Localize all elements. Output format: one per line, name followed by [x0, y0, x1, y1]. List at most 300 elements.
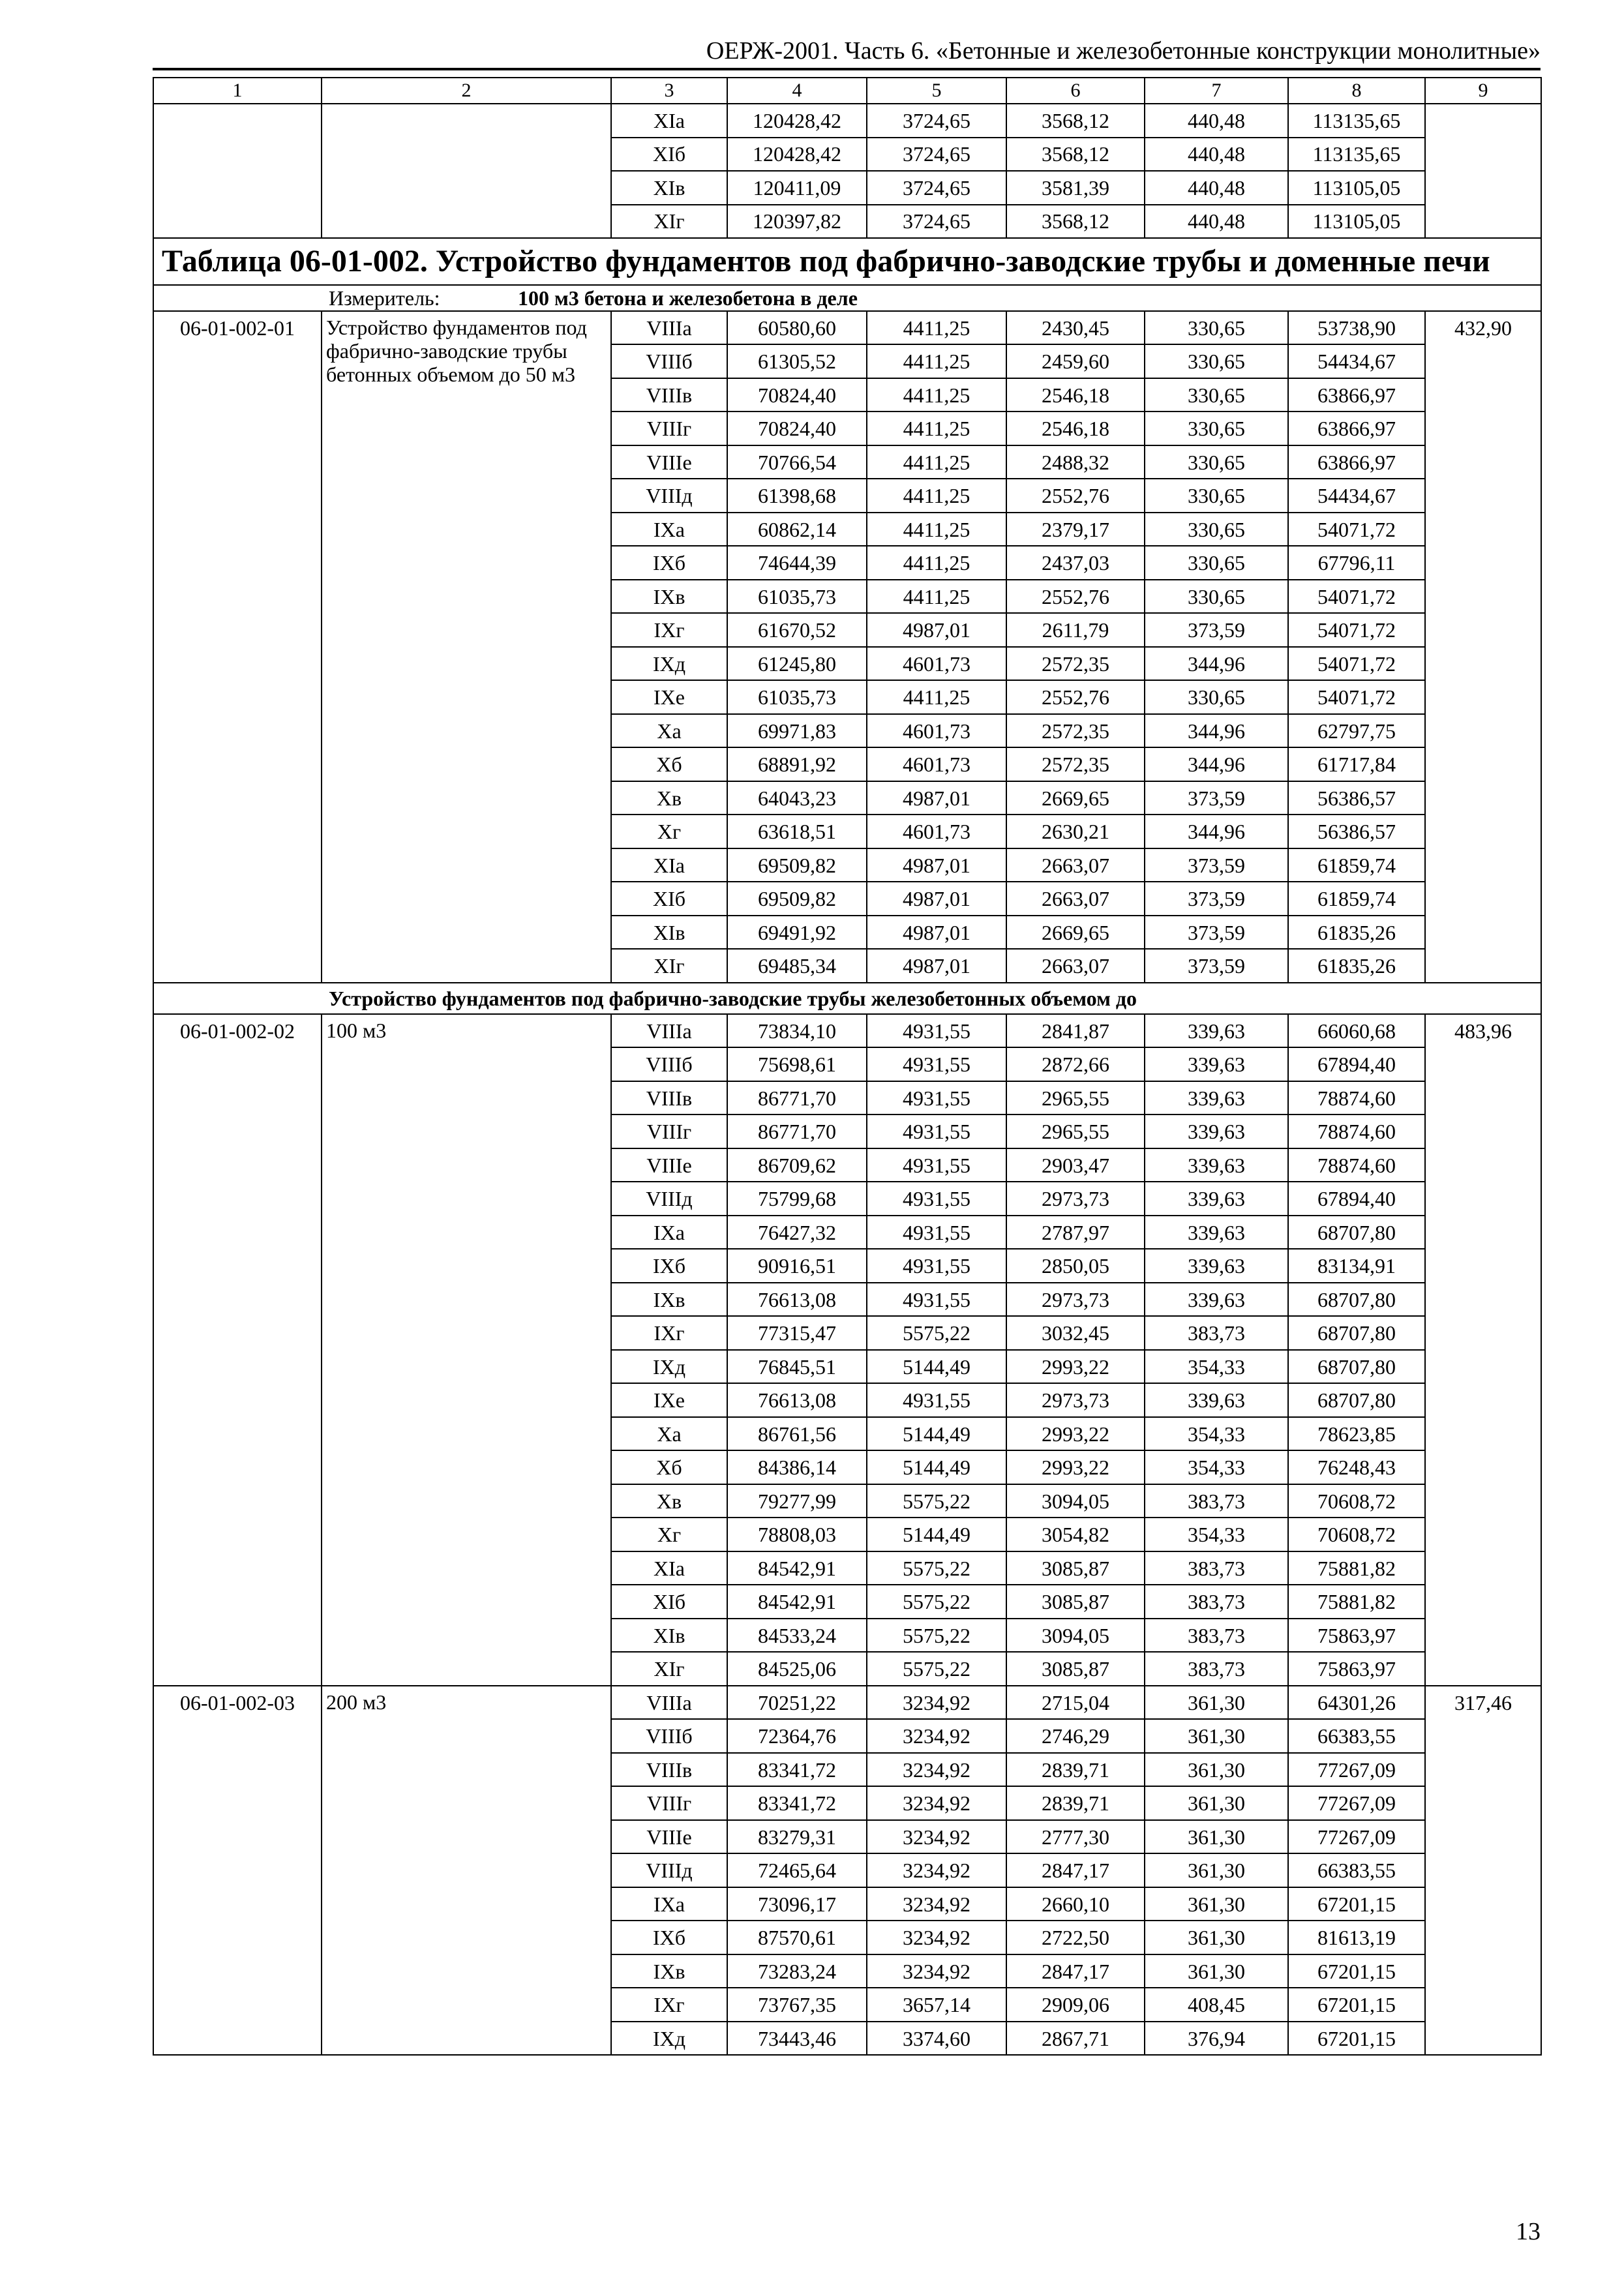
value-cell: 354,33 — [1145, 1350, 1288, 1384]
value-cell: 339,63 — [1145, 1216, 1288, 1249]
value-cell: 54071,72 — [1288, 613, 1425, 647]
value-cell: 76248,43 — [1288, 1450, 1425, 1484]
value-cell: 76845,51 — [727, 1350, 867, 1384]
value-cell: 440,48 — [1145, 104, 1288, 138]
value-cell: 4411,25 — [867, 479, 1006, 513]
value-cell: 4987,01 — [867, 848, 1006, 882]
value-cell: 75881,82 — [1288, 1551, 1425, 1585]
zone-cell: XIв — [611, 916, 727, 950]
value-cell: 2669,65 — [1006, 916, 1145, 950]
value-cell: 2663,07 — [1006, 949, 1145, 983]
zone-cell: XIг — [611, 1652, 727, 1686]
value-cell: 330,65 — [1145, 680, 1288, 714]
value-cell: 330,65 — [1145, 378, 1288, 412]
zone-cell: VIIIг — [611, 1115, 727, 1148]
zone-cell: VIIIд — [611, 1853, 727, 1887]
value-cell: 3568,12 — [1006, 138, 1145, 172]
value-cell: 339,63 — [1145, 1148, 1288, 1182]
value-cell: 4931,55 — [867, 1383, 1006, 1417]
value-cell: 373,59 — [1145, 916, 1288, 950]
value-cell: 2572,35 — [1006, 714, 1145, 748]
value-cell: 2973,73 — [1006, 1283, 1145, 1317]
value-cell: 54071,72 — [1288, 680, 1425, 714]
code-cell: 06-01-002-03 — [153, 1686, 322, 2056]
zone-cell: IXб — [611, 546, 727, 580]
description-cell: 200 м3 — [322, 1686, 611, 2056]
value-cell: 4931,55 — [867, 1115, 1006, 1148]
value-cell: 361,30 — [1145, 1753, 1288, 1787]
zone-cell: Xб — [611, 747, 727, 781]
value-cell: 2850,05 — [1006, 1249, 1145, 1283]
value-cell: 61859,74 — [1288, 882, 1425, 916]
value-cell: 2973,73 — [1006, 1383, 1145, 1417]
value-cell: 78874,60 — [1288, 1081, 1425, 1115]
value-cell: 67201,15 — [1288, 1887, 1425, 1921]
value-cell: 4987,01 — [867, 882, 1006, 916]
zone-cell: IXа — [611, 513, 727, 546]
zone-cell: VIIIб — [611, 1047, 727, 1081]
code-cell: 06-01-002-01 — [153, 311, 322, 983]
value-cell: 73834,10 — [727, 1014, 867, 1048]
value-cell: 373,59 — [1145, 613, 1288, 647]
value-cell: 68707,80 — [1288, 1383, 1425, 1417]
value-cell: 4601,73 — [867, 815, 1006, 848]
zone-cell: XIб — [611, 882, 727, 916]
value-cell: 77267,09 — [1288, 1753, 1425, 1787]
value-cell: 4931,55 — [867, 1081, 1006, 1115]
value-cell: 2903,47 — [1006, 1148, 1145, 1182]
value-cell: 3374,60 — [867, 2022, 1006, 2056]
zone-cell: Xв — [611, 1484, 727, 1518]
value-cell: 3094,05 — [1006, 1484, 1145, 1518]
value-cell: 339,63 — [1145, 1383, 1288, 1417]
value-cell: 2552,76 — [1006, 680, 1145, 714]
value-cell: 4931,55 — [867, 1249, 1006, 1283]
zone-cell: VIIIг — [611, 411, 727, 445]
column-number: 5 — [867, 78, 1006, 104]
value-cell: 54071,72 — [1288, 580, 1425, 614]
value-cell: 4411,25 — [867, 311, 1006, 345]
column-number: 3 — [611, 78, 727, 104]
value-cell: 2839,71 — [1006, 1786, 1145, 1820]
value-cell: 63866,97 — [1288, 411, 1425, 445]
value-cell: 3234,92 — [867, 1719, 1006, 1753]
zone-cell: IXв — [611, 1954, 727, 1988]
zone-cell: XIв — [611, 171, 727, 205]
value-cell: 68707,80 — [1288, 1316, 1425, 1350]
zone-cell: IXд — [611, 2022, 727, 2056]
zone-cell: Xв — [611, 781, 727, 815]
value-cell: 339,63 — [1145, 1014, 1288, 1048]
value-cell: 344,96 — [1145, 647, 1288, 681]
zone-cell: IXе — [611, 1383, 727, 1417]
zone-cell: VIIIа — [611, 1014, 727, 1048]
value-cell: 54434,67 — [1288, 344, 1425, 378]
value-cell: 3085,87 — [1006, 1551, 1145, 1585]
value-cell: 84542,91 — [727, 1551, 867, 1585]
value-cell: 53738,90 — [1288, 311, 1425, 345]
value-cell: 3085,87 — [1006, 1652, 1145, 1686]
value-cell: 62797,75 — [1288, 714, 1425, 748]
value-cell: 5144,49 — [867, 1350, 1006, 1384]
value-cell: 78623,85 — [1288, 1417, 1425, 1451]
value-cell: 383,73 — [1145, 1551, 1288, 1585]
value-cell: 2722,50 — [1006, 1921, 1145, 1954]
value-cell: 383,73 — [1145, 1619, 1288, 1653]
value-cell: 61245,80 — [727, 647, 867, 681]
col9-cell: 483,96 — [1425, 1014, 1541, 1686]
value-cell: 67201,15 — [1288, 1988, 1425, 2022]
value-cell: 120428,42 — [727, 104, 867, 138]
value-cell: 5144,49 — [867, 1518, 1006, 1551]
value-cell: 60862,14 — [727, 513, 867, 546]
zone-cell: IXа — [611, 1887, 727, 1921]
column-number: 9 — [1425, 78, 1541, 104]
value-cell: 344,96 — [1145, 815, 1288, 848]
value-cell: 56386,57 — [1288, 781, 1425, 815]
value-cell: 70766,54 — [727, 445, 867, 479]
value-cell: 2841,87 — [1006, 1014, 1145, 1048]
zone-cell: VIIIв — [611, 378, 727, 412]
value-cell: 2993,22 — [1006, 1350, 1145, 1384]
value-cell: 361,30 — [1145, 1853, 1288, 1887]
running-header: ОЕРЖ-2001. Часть 6. «Бетонные и железобетонные конструкции монолитные» — [706, 37, 1541, 65]
value-cell: 354,33 — [1145, 1450, 1288, 1484]
value-cell: 354,33 — [1145, 1518, 1288, 1551]
value-cell: 69509,82 — [727, 848, 867, 882]
value-cell: 3234,92 — [867, 1753, 1006, 1787]
zone-cell: Xа — [611, 1417, 727, 1451]
column-number: 8 — [1288, 78, 1425, 104]
value-cell: 361,30 — [1145, 1786, 1288, 1820]
zone-cell: VIIIе — [611, 1820, 727, 1854]
value-cell: 86771,70 — [727, 1081, 867, 1115]
unit-row — [153, 285, 1541, 311]
value-cell: 56386,57 — [1288, 815, 1425, 848]
zone-cell: VIIIд — [611, 1182, 727, 1216]
value-cell: 5575,22 — [867, 1316, 1006, 1350]
zone-cell: VIIIг — [611, 1786, 727, 1820]
value-cell: 3094,05 — [1006, 1619, 1145, 1653]
value-cell: 75863,97 — [1288, 1619, 1425, 1653]
value-cell: 3234,92 — [867, 1887, 1006, 1921]
value-cell: 3234,92 — [867, 1954, 1006, 1988]
table-title: Таблица 06-01-002. Устройство фундаментов под фабрично-заводские трубы и доменные печи — [153, 238, 1541, 285]
column-number: 2 — [322, 78, 611, 104]
value-cell: 73443,46 — [727, 2022, 867, 2056]
value-cell: 64301,26 — [1288, 1686, 1425, 1720]
value-cell: 361,30 — [1145, 1719, 1288, 1753]
value-cell: 4411,25 — [867, 680, 1006, 714]
value-cell: 63866,97 — [1288, 378, 1425, 412]
value-cell: 84525,06 — [727, 1652, 867, 1686]
value-cell: 79277,99 — [727, 1484, 867, 1518]
zone-cell: Xа — [611, 714, 727, 748]
value-cell: 61835,26 — [1288, 916, 1425, 950]
value-cell: 373,59 — [1145, 949, 1288, 983]
value-cell: 3234,92 — [867, 1921, 1006, 1954]
zone-cell: VIIIе — [611, 445, 727, 479]
value-cell: 77267,09 — [1288, 1786, 1425, 1820]
value-cell: 2379,17 — [1006, 513, 1145, 546]
zone-cell: IXг — [611, 613, 727, 647]
value-cell: 330,65 — [1145, 479, 1288, 513]
value-cell: 3724,65 — [867, 171, 1006, 205]
value-cell: 2459,60 — [1006, 344, 1145, 378]
value-cell: 2847,17 — [1006, 1853, 1145, 1887]
description-cell — [322, 104, 611, 238]
value-cell: 2715,04 — [1006, 1686, 1145, 1720]
value-cell: 61035,73 — [727, 680, 867, 714]
value-cell: 113105,05 — [1288, 205, 1425, 239]
value-cell: 4411,25 — [867, 411, 1006, 445]
zone-cell: IXг — [611, 1988, 727, 2022]
value-cell: 83279,31 — [727, 1820, 867, 1854]
value-cell: 354,33 — [1145, 1417, 1288, 1451]
zone-cell: IXд — [611, 647, 727, 681]
value-cell: 4411,25 — [867, 546, 1006, 580]
value-cell: 70608,72 — [1288, 1484, 1425, 1518]
value-cell: 383,73 — [1145, 1585, 1288, 1619]
value-cell: 5575,22 — [867, 1551, 1006, 1585]
value-cell: 84386,14 — [727, 1450, 867, 1484]
value-cell: 75881,82 — [1288, 1585, 1425, 1619]
zone-cell: Xг — [611, 1518, 727, 1551]
zone-cell: Xб — [611, 1450, 727, 1484]
value-cell: 78874,60 — [1288, 1148, 1425, 1182]
zone-cell: VIIIв — [611, 1753, 727, 1787]
column-number-row — [153, 78, 1541, 104]
value-cell: 2611,79 — [1006, 613, 1145, 647]
zone-cell: VIIIа — [611, 1686, 727, 1720]
description-cell: Устройство фундаментов под фабрично-заводские трубы бетонных объемом до 50 м3 — [322, 311, 611, 983]
value-cell: 3657,14 — [867, 1988, 1006, 2022]
value-cell: 4931,55 — [867, 1148, 1006, 1182]
value-cell: 2630,21 — [1006, 815, 1145, 848]
value-cell: 54434,67 — [1288, 479, 1425, 513]
value-cell: 3234,92 — [867, 1686, 1006, 1720]
value-cell: 3568,12 — [1006, 104, 1145, 138]
zone-cell: VIIIв — [611, 1081, 727, 1115]
value-cell: 361,30 — [1145, 1686, 1288, 1720]
value-cell: 2430,45 — [1006, 311, 1145, 345]
value-cell: 4411,25 — [867, 513, 1006, 546]
value-cell: 2546,18 — [1006, 411, 1145, 445]
value-cell: 339,63 — [1145, 1182, 1288, 1216]
value-cell: 61717,84 — [1288, 747, 1425, 781]
value-cell: 66383,55 — [1288, 1719, 1425, 1753]
value-cell: 4987,01 — [867, 781, 1006, 815]
value-cell: 3724,65 — [867, 205, 1006, 239]
value-cell: 70251,22 — [727, 1686, 867, 1720]
value-cell: 67796,11 — [1288, 546, 1425, 580]
value-cell: 73283,24 — [727, 1954, 867, 1988]
value-cell: 75863,97 — [1288, 1652, 1425, 1686]
unit-label: Измеритель: — [329, 286, 440, 310]
value-cell: 83341,72 — [727, 1753, 867, 1787]
value-cell: 3568,12 — [1006, 205, 1145, 239]
value-cell: 4411,25 — [867, 445, 1006, 479]
value-cell: 3054,82 — [1006, 1518, 1145, 1551]
value-cell: 2437,03 — [1006, 546, 1145, 580]
value-cell: 339,63 — [1145, 1081, 1288, 1115]
value-cell: 3032,45 — [1006, 1316, 1145, 1350]
value-cell: 81613,19 — [1288, 1921, 1425, 1954]
value-cell: 69485,34 — [727, 949, 867, 983]
value-cell: 60580,60 — [727, 311, 867, 345]
value-cell: 72364,76 — [727, 1719, 867, 1753]
value-cell: 3085,87 — [1006, 1585, 1145, 1619]
value-cell: 61859,74 — [1288, 848, 1425, 882]
zone-cell: IXг — [611, 1316, 727, 1350]
zone-cell: IXв — [611, 1283, 727, 1317]
value-cell: 4601,73 — [867, 647, 1006, 681]
value-cell: 330,65 — [1145, 513, 1288, 546]
value-cell: 66383,55 — [1288, 1853, 1425, 1887]
value-cell: 70608,72 — [1288, 1518, 1425, 1551]
value-cell: 4931,55 — [867, 1047, 1006, 1081]
value-cell: 78808,03 — [727, 1518, 867, 1551]
col9-cell — [1425, 104, 1541, 238]
value-cell: 5144,49 — [867, 1450, 1006, 1484]
value-cell: 2965,55 — [1006, 1115, 1145, 1148]
value-cell: 339,63 — [1145, 1249, 1288, 1283]
zone-cell: VIIIд — [611, 479, 727, 513]
table-row — [153, 311, 1541, 345]
value-cell: 75799,68 — [727, 1182, 867, 1216]
zone-cell: VIIIб — [611, 1719, 727, 1753]
value-cell: 113135,65 — [1288, 138, 1425, 172]
value-cell: 4931,55 — [867, 1014, 1006, 1048]
value-cell: 4931,55 — [867, 1182, 1006, 1216]
value-cell: 73096,17 — [727, 1887, 867, 1921]
value-cell: 76613,08 — [727, 1283, 867, 1317]
value-cell: 90916,51 — [727, 1249, 867, 1283]
value-cell: 2552,76 — [1006, 479, 1145, 513]
value-cell: 86771,70 — [727, 1115, 867, 1148]
value-cell: 361,30 — [1145, 1820, 1288, 1854]
value-cell: 69971,83 — [727, 714, 867, 748]
value-cell: 2746,29 — [1006, 1719, 1145, 1753]
unit-cell — [153, 285, 1541, 311]
zone-cell: XIв — [611, 1619, 727, 1653]
value-cell: 330,65 — [1145, 580, 1288, 614]
value-cell: 2488,32 — [1006, 445, 1145, 479]
value-cell: 84542,91 — [727, 1585, 867, 1619]
value-cell: 2839,71 — [1006, 1753, 1145, 1787]
value-cell: 383,73 — [1145, 1484, 1288, 1518]
value-cell: 5575,22 — [867, 1484, 1006, 1518]
zone-cell: VIIIа — [611, 311, 727, 345]
value-cell: 361,30 — [1145, 1921, 1288, 1954]
value-cell: 373,59 — [1145, 781, 1288, 815]
value-cell: 2546,18 — [1006, 378, 1145, 412]
value-cell: 3581,39 — [1006, 171, 1145, 205]
value-cell: 61670,52 — [727, 613, 867, 647]
value-cell: 344,96 — [1145, 747, 1288, 781]
value-cell: 2660,10 — [1006, 1887, 1145, 1921]
value-cell: 68707,80 — [1288, 1216, 1425, 1249]
value-cell: 77315,47 — [727, 1316, 867, 1350]
value-cell: 78874,60 — [1288, 1115, 1425, 1148]
value-cell: 74644,39 — [727, 546, 867, 580]
value-cell: 2663,07 — [1006, 882, 1145, 916]
value-cell: 120397,82 — [727, 205, 867, 239]
zone-cell: VIIIб — [611, 344, 727, 378]
value-cell: 2965,55 — [1006, 1081, 1145, 1115]
value-cell: 2663,07 — [1006, 848, 1145, 882]
value-cell: 61398,68 — [727, 479, 867, 513]
value-cell: 440,48 — [1145, 205, 1288, 239]
value-cell: 67894,40 — [1288, 1182, 1425, 1216]
value-cell: 4987,01 — [867, 613, 1006, 647]
value-cell: 63866,97 — [1288, 445, 1425, 479]
value-cell: 3234,92 — [867, 1820, 1006, 1854]
col9-cell: 317,46 — [1425, 1686, 1541, 2056]
value-cell: 66060,68 — [1288, 1014, 1425, 1048]
table-row — [153, 1686, 1541, 1720]
value-cell: 54071,72 — [1288, 647, 1425, 681]
value-cell: 2993,22 — [1006, 1450, 1145, 1484]
value-cell: 373,59 — [1145, 848, 1288, 882]
zone-cell: IXб — [611, 1921, 727, 1954]
zone-cell: XIб — [611, 1585, 727, 1619]
value-cell: 2787,97 — [1006, 1216, 1145, 1249]
value-cell: 5575,22 — [867, 1585, 1006, 1619]
value-cell: 120411,09 — [727, 171, 867, 205]
value-cell: 76613,08 — [727, 1383, 867, 1417]
value-cell: 330,65 — [1145, 311, 1288, 345]
value-cell: 61305,52 — [727, 344, 867, 378]
value-cell: 4931,55 — [867, 1283, 1006, 1317]
rates-table — [153, 77, 1542, 2056]
value-cell: 376,94 — [1145, 2022, 1288, 2056]
zone-cell: XIб — [611, 138, 727, 172]
zone-cell: IXб — [611, 1249, 727, 1283]
value-cell: 61835,26 — [1288, 949, 1425, 983]
value-cell: 2777,30 — [1006, 1820, 1145, 1854]
value-cell: 86709,62 — [727, 1148, 867, 1182]
value-cell: 70824,40 — [727, 378, 867, 412]
value-cell: 67201,15 — [1288, 1954, 1425, 1988]
value-cell: 3724,65 — [867, 138, 1006, 172]
value-cell: 69491,92 — [727, 916, 867, 950]
value-cell: 68891,92 — [727, 747, 867, 781]
value-cell: 2909,06 — [1006, 1988, 1145, 2022]
value-cell: 361,30 — [1145, 1954, 1288, 1988]
value-cell: 440,48 — [1145, 138, 1288, 172]
value-cell: 2847,17 — [1006, 1954, 1145, 1988]
zone-cell: XIа — [611, 1551, 727, 1585]
value-cell: 330,65 — [1145, 344, 1288, 378]
subheading-row — [153, 983, 1541, 1014]
value-cell: 330,65 — [1145, 546, 1288, 580]
value-cell: 373,59 — [1145, 882, 1288, 916]
column-number: 1 — [153, 78, 322, 104]
value-cell: 2993,22 — [1006, 1417, 1145, 1451]
value-cell: 63618,51 — [727, 815, 867, 848]
value-cell: 76427,32 — [727, 1216, 867, 1249]
value-cell: 440,48 — [1145, 171, 1288, 205]
zone-cell: IXд — [611, 1350, 727, 1384]
table-row — [153, 1014, 1541, 1048]
page-number: 13 — [1516, 2218, 1541, 2245]
value-cell: 339,63 — [1145, 1115, 1288, 1148]
value-cell: 330,65 — [1145, 445, 1288, 479]
zone-cell: XIг — [611, 949, 727, 983]
value-cell: 4601,73 — [867, 747, 1006, 781]
value-cell: 83134,91 — [1288, 1249, 1425, 1283]
